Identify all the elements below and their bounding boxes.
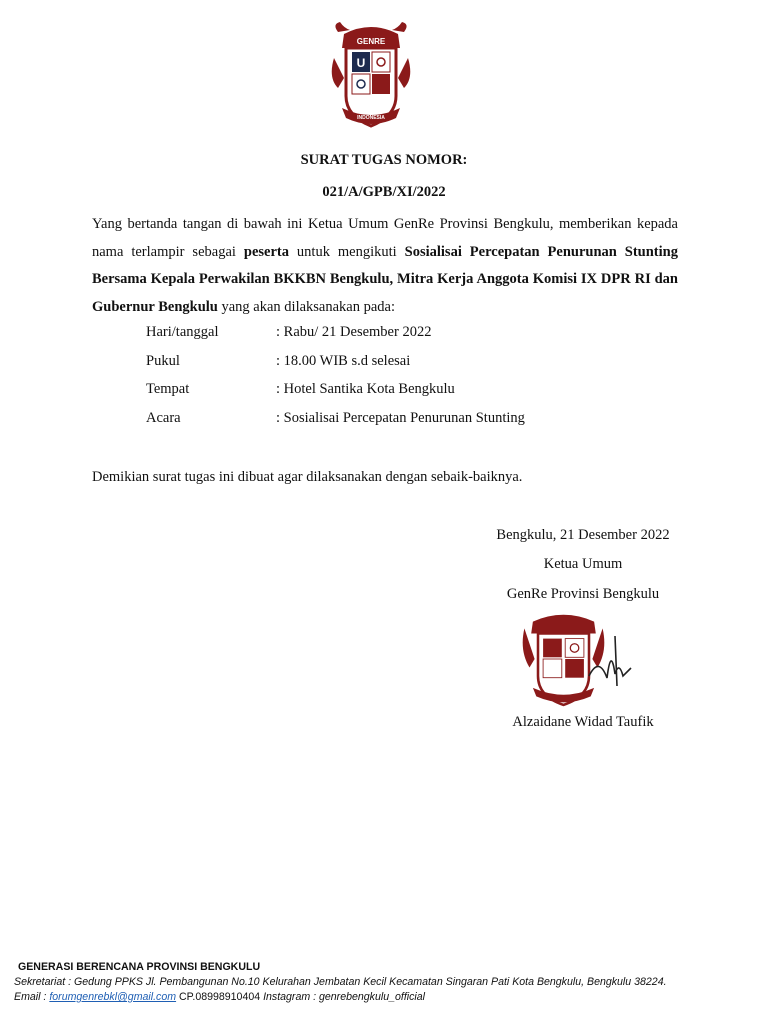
- footer-instagram: Instagram : genrebengkulu_official: [260, 991, 426, 1003]
- body-text-1: Yang bertanda tangan di bawah ini Ketua Umum GenRe Provinsi Bengkulu, memberikan kepada nama terlampir sebagai: [92, 216, 678, 260]
- detail-row: [146, 324, 525, 353]
- footer-contact: [14, 990, 667, 1005]
- body-text-2: untuk mengikuti: [288, 243, 405, 260]
- closing-text: Demikian surat tugas ini dibuat agar dilaksanakan dengan sebaik-baiknya.: [92, 469, 523, 485]
- detail-label: Acara: [146, 409, 181, 426]
- signature-position: Ketua Umum: [543, 556, 623, 572]
- body-paragraph: [92, 211, 678, 321]
- logo-text-bottom: INDONESIA: [357, 115, 385, 121]
- footer-address: Sekretariat : Gedung PPKS Jl. Pembangunan No.10 Kelurahan Jembatan Kecil Kecamatan Singaran Pati Kota Bengkulu, Bengkulu 38224.: [14, 976, 667, 988]
- detail-label: Hari/tanggal: [146, 324, 219, 340]
- footer-cp: CP.08998910404: [176, 991, 261, 1003]
- detail-row: [146, 381, 525, 410]
- logo-text-top: GENRE: [356, 37, 386, 46]
- footer-email-label: Email :: [14, 991, 50, 1003]
- detail-value: : Sosialisai Percepatan Penurunan Stunting: [276, 409, 525, 426]
- body-text-3: yang akan dilaksanakan pada:: [217, 298, 396, 315]
- genre-logo: [330, 18, 412, 136]
- detail-value: : Hotel Santika Kota Bengkulu: [276, 381, 455, 397]
- event-details: [146, 324, 525, 438]
- detail-value: : Rabu/ 21 Desember 2022: [276, 324, 432, 340]
- detail-row: [146, 410, 525, 439]
- footer-email-link[interactable]: forumgenrebkl@gmail.com: [49, 991, 177, 1003]
- letter-number: 021/A/GPB/XI/2022: [322, 184, 446, 200]
- signature-stamp: [519, 606, 639, 711]
- body-text-bold-participant: peserta: [243, 243, 289, 260]
- signature-org: GenRe Provinsi Bengkulu: [506, 586, 660, 602]
- footer: [14, 960, 667, 1005]
- detail-label: Pukul: [146, 352, 180, 369]
- body-text-bold-event: Sosialisai Percepatan Penurunan Stunting Bersama Kepala Perwakilan BKKBN Bengkulu, Mitra Kerja Anggota Komisi IX DPR RI dan Gubernur Bengkulu: [92, 243, 678, 315]
- detail-row: [146, 353, 525, 382]
- signature-place-date: Bengkulu, 21 Desember 2022: [496, 527, 670, 543]
- detail-value: : 18.00 WIB s.d selesai: [276, 352, 411, 369]
- stamp-logo: [523, 615, 605, 705]
- letter-title: SURAT TUGAS NOMOR:: [300, 152, 468, 168]
- footer-org: GENERASI BERENCANA PROVINSI BENGKULU: [18, 961, 261, 973]
- logo-letter: U: [356, 56, 366, 70]
- detail-label: Tempat: [146, 381, 190, 397]
- signature-name: Alzaidane Widad Taufik: [512, 714, 654, 730]
